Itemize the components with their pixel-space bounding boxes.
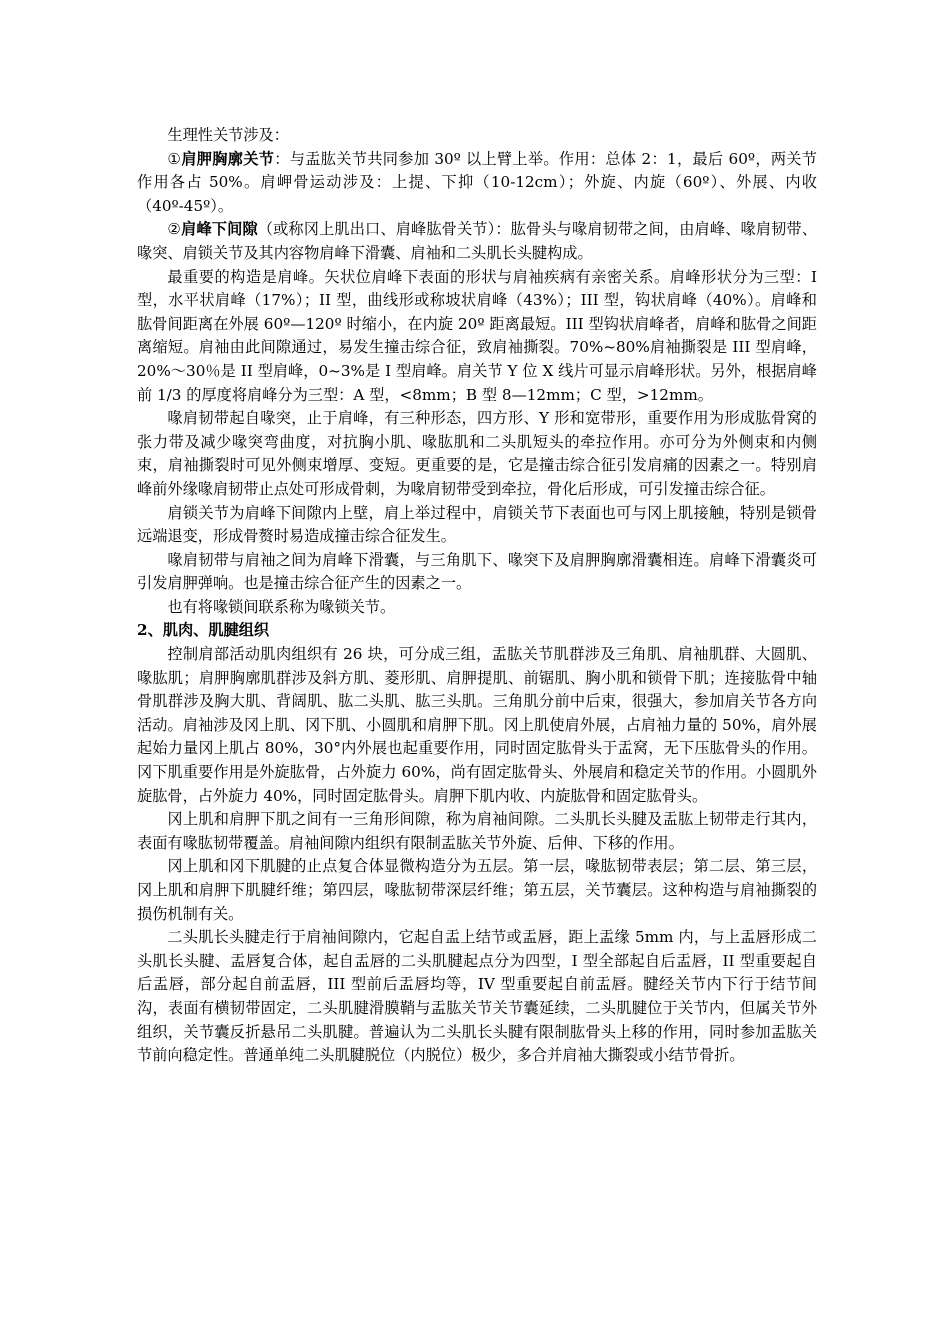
paragraph-coracoacromial-ligament: 喙肩韧带起自喙突，止于肩峰，有三种形态，四方形、Y 形和宽带形，重要作用为形成肱骨窝的张力带及减少喙突弯曲度，对抗胸小肌、喙肱肌和二头肌短头的牵拉作用。亦可分为外侧束和内侧束，肩袖撕裂时可见外侧束增厚、变短。更重要的是，它是撞击综合征引发肩痛的因素之一。特别肩峰前外缘喙肩韧带止点处可形成骨刺，为喙肩韧带受到牵拉，骨化后形成，可引发撞击综合征。	[137, 409, 817, 498]
paragraph-biceps-tendon: 二头肌长头腱走行于肩袖间隙内，它起自盂上结节或盂唇，距上盂缘 5mm 内，与上盂唇形成二头肌长头腱、盂唇复合体，起自盂唇的二头肌腱起点分为四型，I 型全部起自后盂唇，II 型重要起自后盂唇，部分起自前盂唇，III 型前后盂唇均等，IV 型重要起自前盂唇。腱经关节内下行于结节间沟，表面有横韧带固定，二头肌腱滑膜鞘与盂肱关节关节囊延续，二头肌腱位于关节内，但属关节外组织，关节囊反折悬吊二头肌腱。普遍认为二头肌长头腱有限制肱骨头上移的作用，同时参加盂肱关节前向稳定性。普通单纯二头肌腱脱位（内脱位）极少，多合并肩袖大撕裂或小结节骨折。	[137, 928, 817, 1065]
item-marker: ②	[167, 220, 182, 239]
paragraph-muscles: 控制肩部活动肌肉组织有 26 块，可分成三组，盂肱关节肌群涉及三角肌、肩袖肌群、大圆肌、喙肱肌；肩胛胸廓肌群涉及斜方肌、菱形肌、肩胛提肌、前锯肌、胸小肌和锁骨下肌；连接肱骨中轴骨肌群涉及胸大肌、背阔肌、肱二头肌、肱三头肌。三角肌分前中后束，很强大，参加肩关节各方向活动。肩袖涉及冈上肌、冈下肌、小圆肌和肩胛下肌。冈上肌使肩外展，占肩袖力量的 50%，肩外展起始力量冈上肌占 80%，30°内外展也起重要作用，同时固定肱骨头于盂窝，无下压肱骨头的作用。冈下肌重要作用是外旋肱骨，占外旋力 60%，尚有固定肱骨头、外展肩和稳定关节的作用。小圆肌外旋肱骨，占外旋力 40%，同时固定肱骨头。肩胛下肌内收、内旋肱骨和固定肱骨头。	[137, 645, 817, 805]
term-subacromial: 肩峰下间隙	[181, 220, 258, 239]
paragraph-acromioclavicular: 肩锁关节为肩峰下间隙内上壁，肩上举过程中，肩锁关节下表面也可与冈上肌接触，特别是锁骨远端退变，形成骨赘时易造成撞击综合征发生。	[137, 503, 817, 546]
paragraph-scapulothoracic	[137, 148, 817, 219]
paragraph-bursa: 喙肩韧带与肩袖之间为肩峰下滑囊，与三角肌下、喙突下及肩胛胸廓滑囊相连。肩峰下滑囊炎可引发肩胛弹响。也是撞击综合征产生的因素之一。	[137, 550, 817, 593]
paragraph-text: （或称冈上肌出口、肩峰肱骨关节）：肱骨头与喙肩韧带之间，由肩峰、喙肩韧带、喙突、肩锁关节及其内容物肩峰下滑囊、肩袖和二头肌长头腱构成。	[137, 220, 818, 262]
paragraph-rotator-interval: 冈上肌和肩胛下肌之间有一三角形间隙，称为肩袖间隙。二头肌长头腱及盂肱上韧带走行其内，表面有喙肱韧带覆盖。肩袖间隙内组织有限制盂肱关节外旋、后伸、下移的作用。	[137, 810, 817, 852]
section-heading: 2、肌肉、肌腱组织	[137, 621, 270, 640]
paragraph-text: ：与盂肱关节共同参加 30º 以上臂上举。作用：总体 2：1，最后 60º，两关节作用各占 50%。肩岬骨运动涉及：上提、下抑（10-12cm）；外旋、内旋（60º）、外展、内收（40º-45º）。	[137, 149, 817, 215]
paragraph-intro: 生理性关节涉及：	[167, 126, 289, 144]
paragraph-coracoclavicular: 也有将喙锁间联系称为喙锁关节。	[167, 597, 396, 616]
document-body	[137, 124, 817, 1068]
paragraph-acromion: 最重要的构造是肩峰。矢状位肩峰下表面的形状与肩袖疾病有亲密关系。肩峰形状分为三型：I 型，水平状肩峰（17%）；II 型，曲线形或称坡状肩峰（43%）；III 型，钩状肩峰（40%）。肩峰和肱骨间距离在外展 60º—120º 时缩小，在内旋 20º 距离最短。III 型钩状肩峰者，肩峰和肱骨之间距离缩短。肩袖由此间隙通过，易发生撞击综合征，致肩袖撕裂。70%~80%肩袖撕裂是 III 型肩峰，20%～30％是 II 型肩峰，0~3%是 I 型肩峰。肩关节 Y 位 X 线片可显示肩峰形状。另外，根据肩峰前 1/3 的厚度将肩峰分为三型：A 型，<8mm；B 型 8—12mm；C 型，>12mm。	[137, 267, 817, 404]
term-scapulothoracic: 肩胛胸廓关节	[181, 149, 275, 168]
paragraph-subacromial	[137, 218, 817, 265]
item-marker: ①	[167, 149, 182, 168]
paragraph-tendon-layers: 冈上肌和冈下肌腱的止点复合体显微构造分为五层。第一层，喙肱韧带表层；第二层、第三层，冈上肌和肩胛下肌腱纤维；第四层，喙肱韧带深层纤维；第五层，关节囊层。这种构造与肩袖撕裂的损伤机制有关。	[137, 857, 817, 923]
